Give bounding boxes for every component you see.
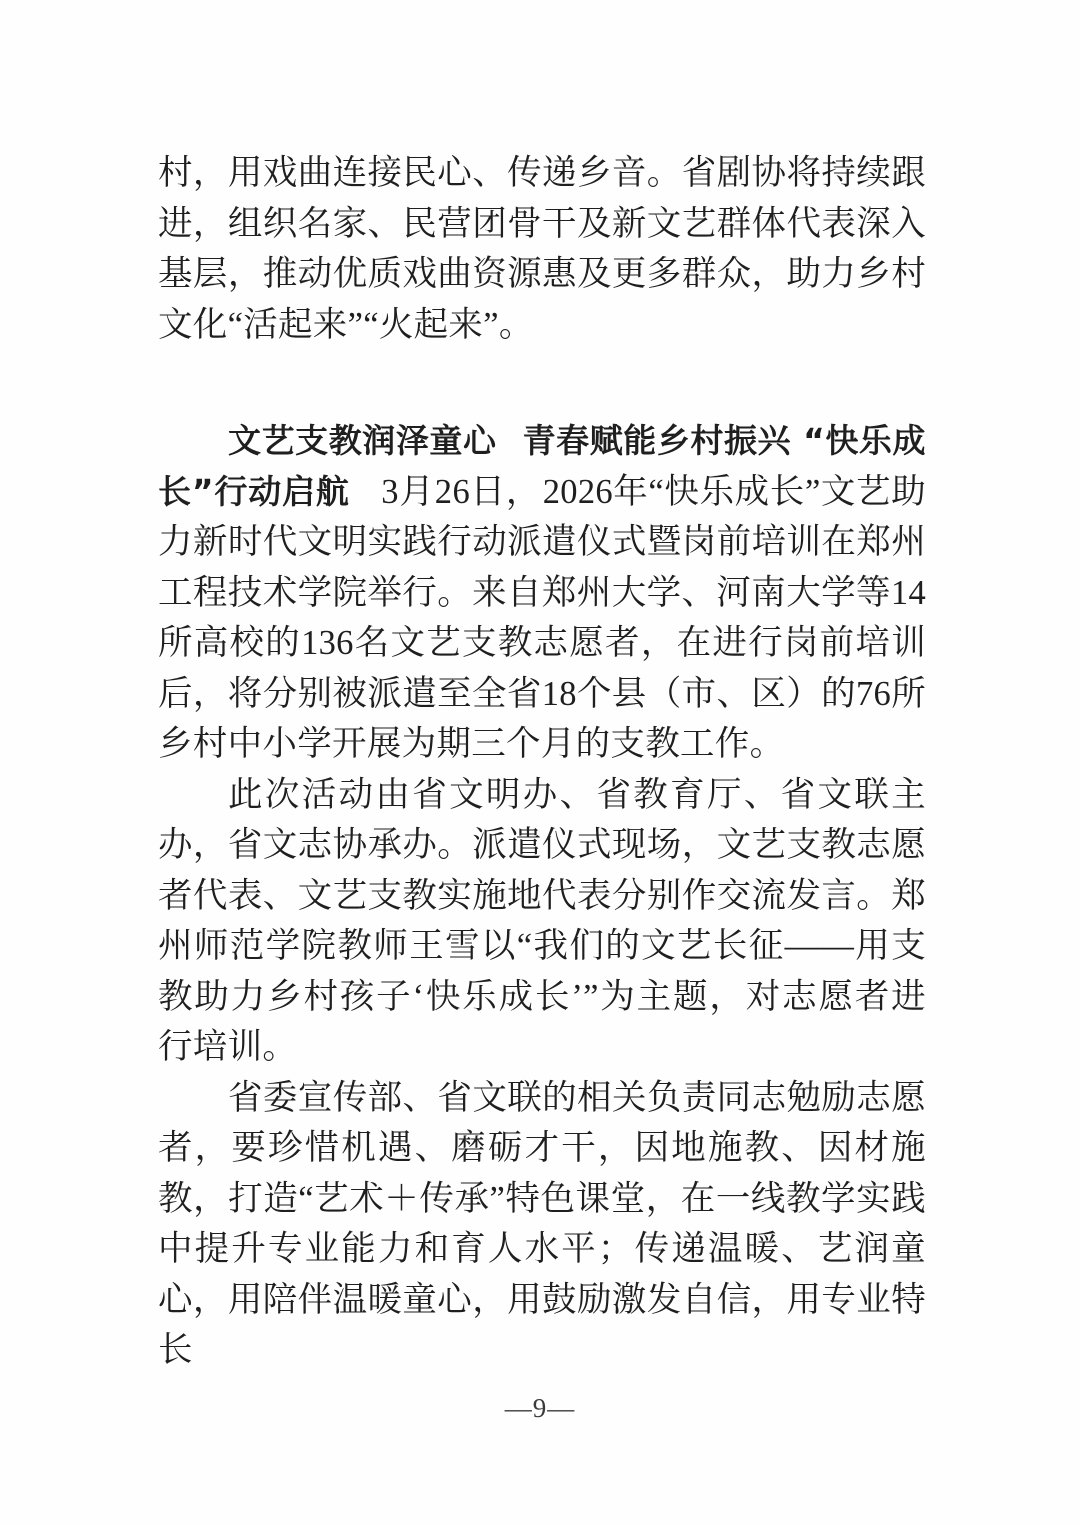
- page-number: —9—: [504, 1393, 576, 1423]
- paragraph-continuation: 村，用戏曲连接民心、传递乡音。省剧协将持续跟进，组织名家、民营团骨干及新文艺群体代表深入基层，推动优质戏曲资源惠及更多群众，助力乡村文化“活起来”“火起来”。: [158, 154, 926, 344]
- page-body: [158, 148, 926, 1376]
- news-dateline: 3月26日，: [381, 472, 542, 511]
- news-item-paragraph: [158, 416, 926, 770]
- news-headline-part-2: 青春赋能乡村振兴 “快乐成长”行动启航: [158, 421, 926, 511]
- news-headline-part-1: 文艺支教润泽童心: [228, 421, 497, 460]
- encouragement-paragraph: 省委宣传部、省文联的相关负责同志勉励志愿者，要珍惜机遇、磨砺才干，因地施教、因材施教，打造“艺术＋传承”特色课堂，在一线教学实践中提升专业能力和育人水平；传递温暖、艺润童心，用陪伴温暖童心，用鼓励激发自信，用专业特长: [158, 1078, 926, 1369]
- paragraph-spacer: [158, 350, 926, 416]
- organizers-paragraph: 此次活动由省文明办、省教育厅、省文联主办，省文志协承办。派遣仪式现场，文艺支教志愿者代表、文艺支教实施地代表分别作交流发言。郑州师范学院教师王雪以“我们的文艺长征——用支教助力乡村孩子‘快乐成长’”为主题，对志愿者进行培训。: [158, 775, 926, 1066]
- news-lead-text: 2026年“快乐成长”文艺助力新时代文明实践行动派遣仪式暨岗前培训在郑州工程技术学院举行。来自郑州大学、河南大学等14所高校的136名文艺支教志愿者，在进行岗前培训后，将分别被派遣至全省18个县（市、区）的76所乡村中小学开展为期三个月的支教工作。: [158, 472, 926, 763]
